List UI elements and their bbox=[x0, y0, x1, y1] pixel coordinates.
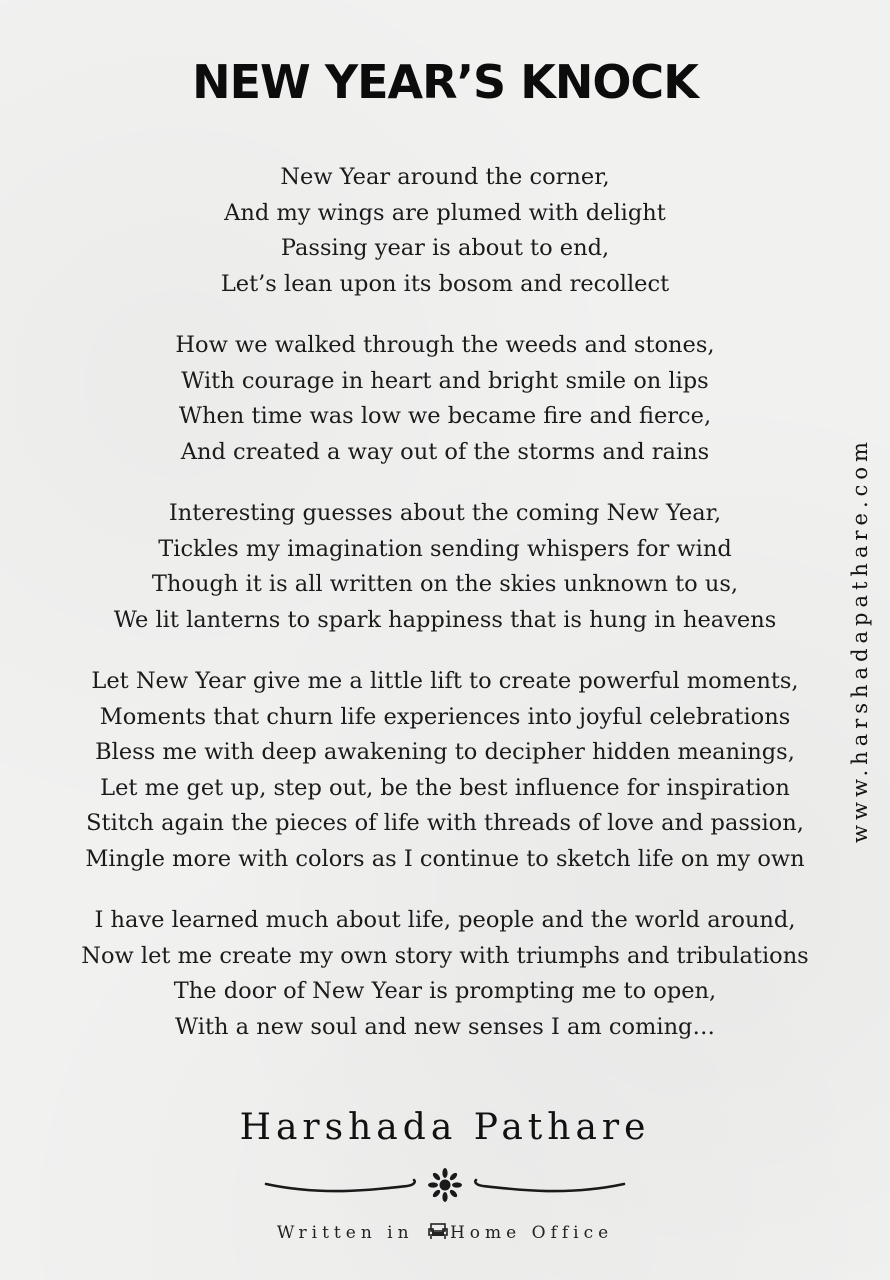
poem-line: Tickles my imagination sending whispers for wind bbox=[158, 535, 732, 562]
stanza-1 bbox=[0, 160, 890, 302]
poem-line: With a new soul and new senses I am coming… bbox=[175, 1013, 715, 1040]
poem-line: Mingle more with colors as I continue to sketch life on my own bbox=[85, 845, 805, 872]
stanza-2 bbox=[0, 328, 890, 470]
website-url: www.harshadapathare.com bbox=[848, 437, 872, 843]
flourish-divider bbox=[262, 1160, 628, 1210]
poem-line: Interesting guesses about the coming New Year, bbox=[168, 500, 722, 526]
poem-line: Let me get up, step out, be the best influence for inspiration bbox=[100, 774, 790, 801]
poem-line: How we walked through the weeds and stones, bbox=[175, 332, 715, 358]
poem-line: And my wings are plumed with delight bbox=[224, 199, 666, 226]
stanza-5 bbox=[0, 903, 890, 1045]
poem-line: Let New Year give me a little lift to create powerful moments, bbox=[91, 668, 799, 694]
poem-line: With courage in heart and bright smile on lips bbox=[181, 367, 709, 394]
stanza-3 bbox=[0, 496, 890, 638]
flower-icon bbox=[428, 1168, 462, 1202]
footer-suffix: Home Office bbox=[449, 1223, 614, 1243]
poem-line: The door of New Year is prompting me to open, bbox=[173, 978, 717, 1004]
poem-title: NEW YEAR’S KNOCK bbox=[192, 55, 698, 109]
poem-line: Now let me create my own story with triumphs and tribulations bbox=[81, 942, 809, 969]
footer-note bbox=[0, 1222, 890, 1245]
poem-line: I have learned much about life, people and the world around, bbox=[94, 907, 796, 933]
poem-line: Bless me with deep awakening to decipher hidden meanings, bbox=[95, 739, 795, 765]
poem-line: When time was low we became fire and fierce, bbox=[178, 403, 712, 429]
poem-line: And created a way out of the storms and rains bbox=[180, 438, 710, 465]
stanza-4 bbox=[0, 664, 890, 877]
footer-prefix: Written in bbox=[276, 1223, 414, 1243]
poem-body bbox=[0, 160, 890, 1071]
poem-line: Though it is all written on the skies unknown to us, bbox=[151, 571, 739, 597]
poem-line: We lit lanterns to spark happiness that is hung in heavens bbox=[113, 606, 777, 633]
poem-line: Moments that churn life experiences into joyful celebrations bbox=[99, 703, 791, 730]
sofa-icon bbox=[428, 1222, 448, 1245]
poem-line: New Year around the corner, bbox=[280, 164, 610, 190]
author-name: Harshada Pathare bbox=[239, 1107, 651, 1148]
poem-line: Passing year is about to end, bbox=[280, 235, 610, 261]
poem-line: Let’s lean upon its bosom and recollect bbox=[220, 270, 670, 297]
poem-line: Stitch again the pieces of life with threads of love and passion, bbox=[86, 810, 804, 836]
